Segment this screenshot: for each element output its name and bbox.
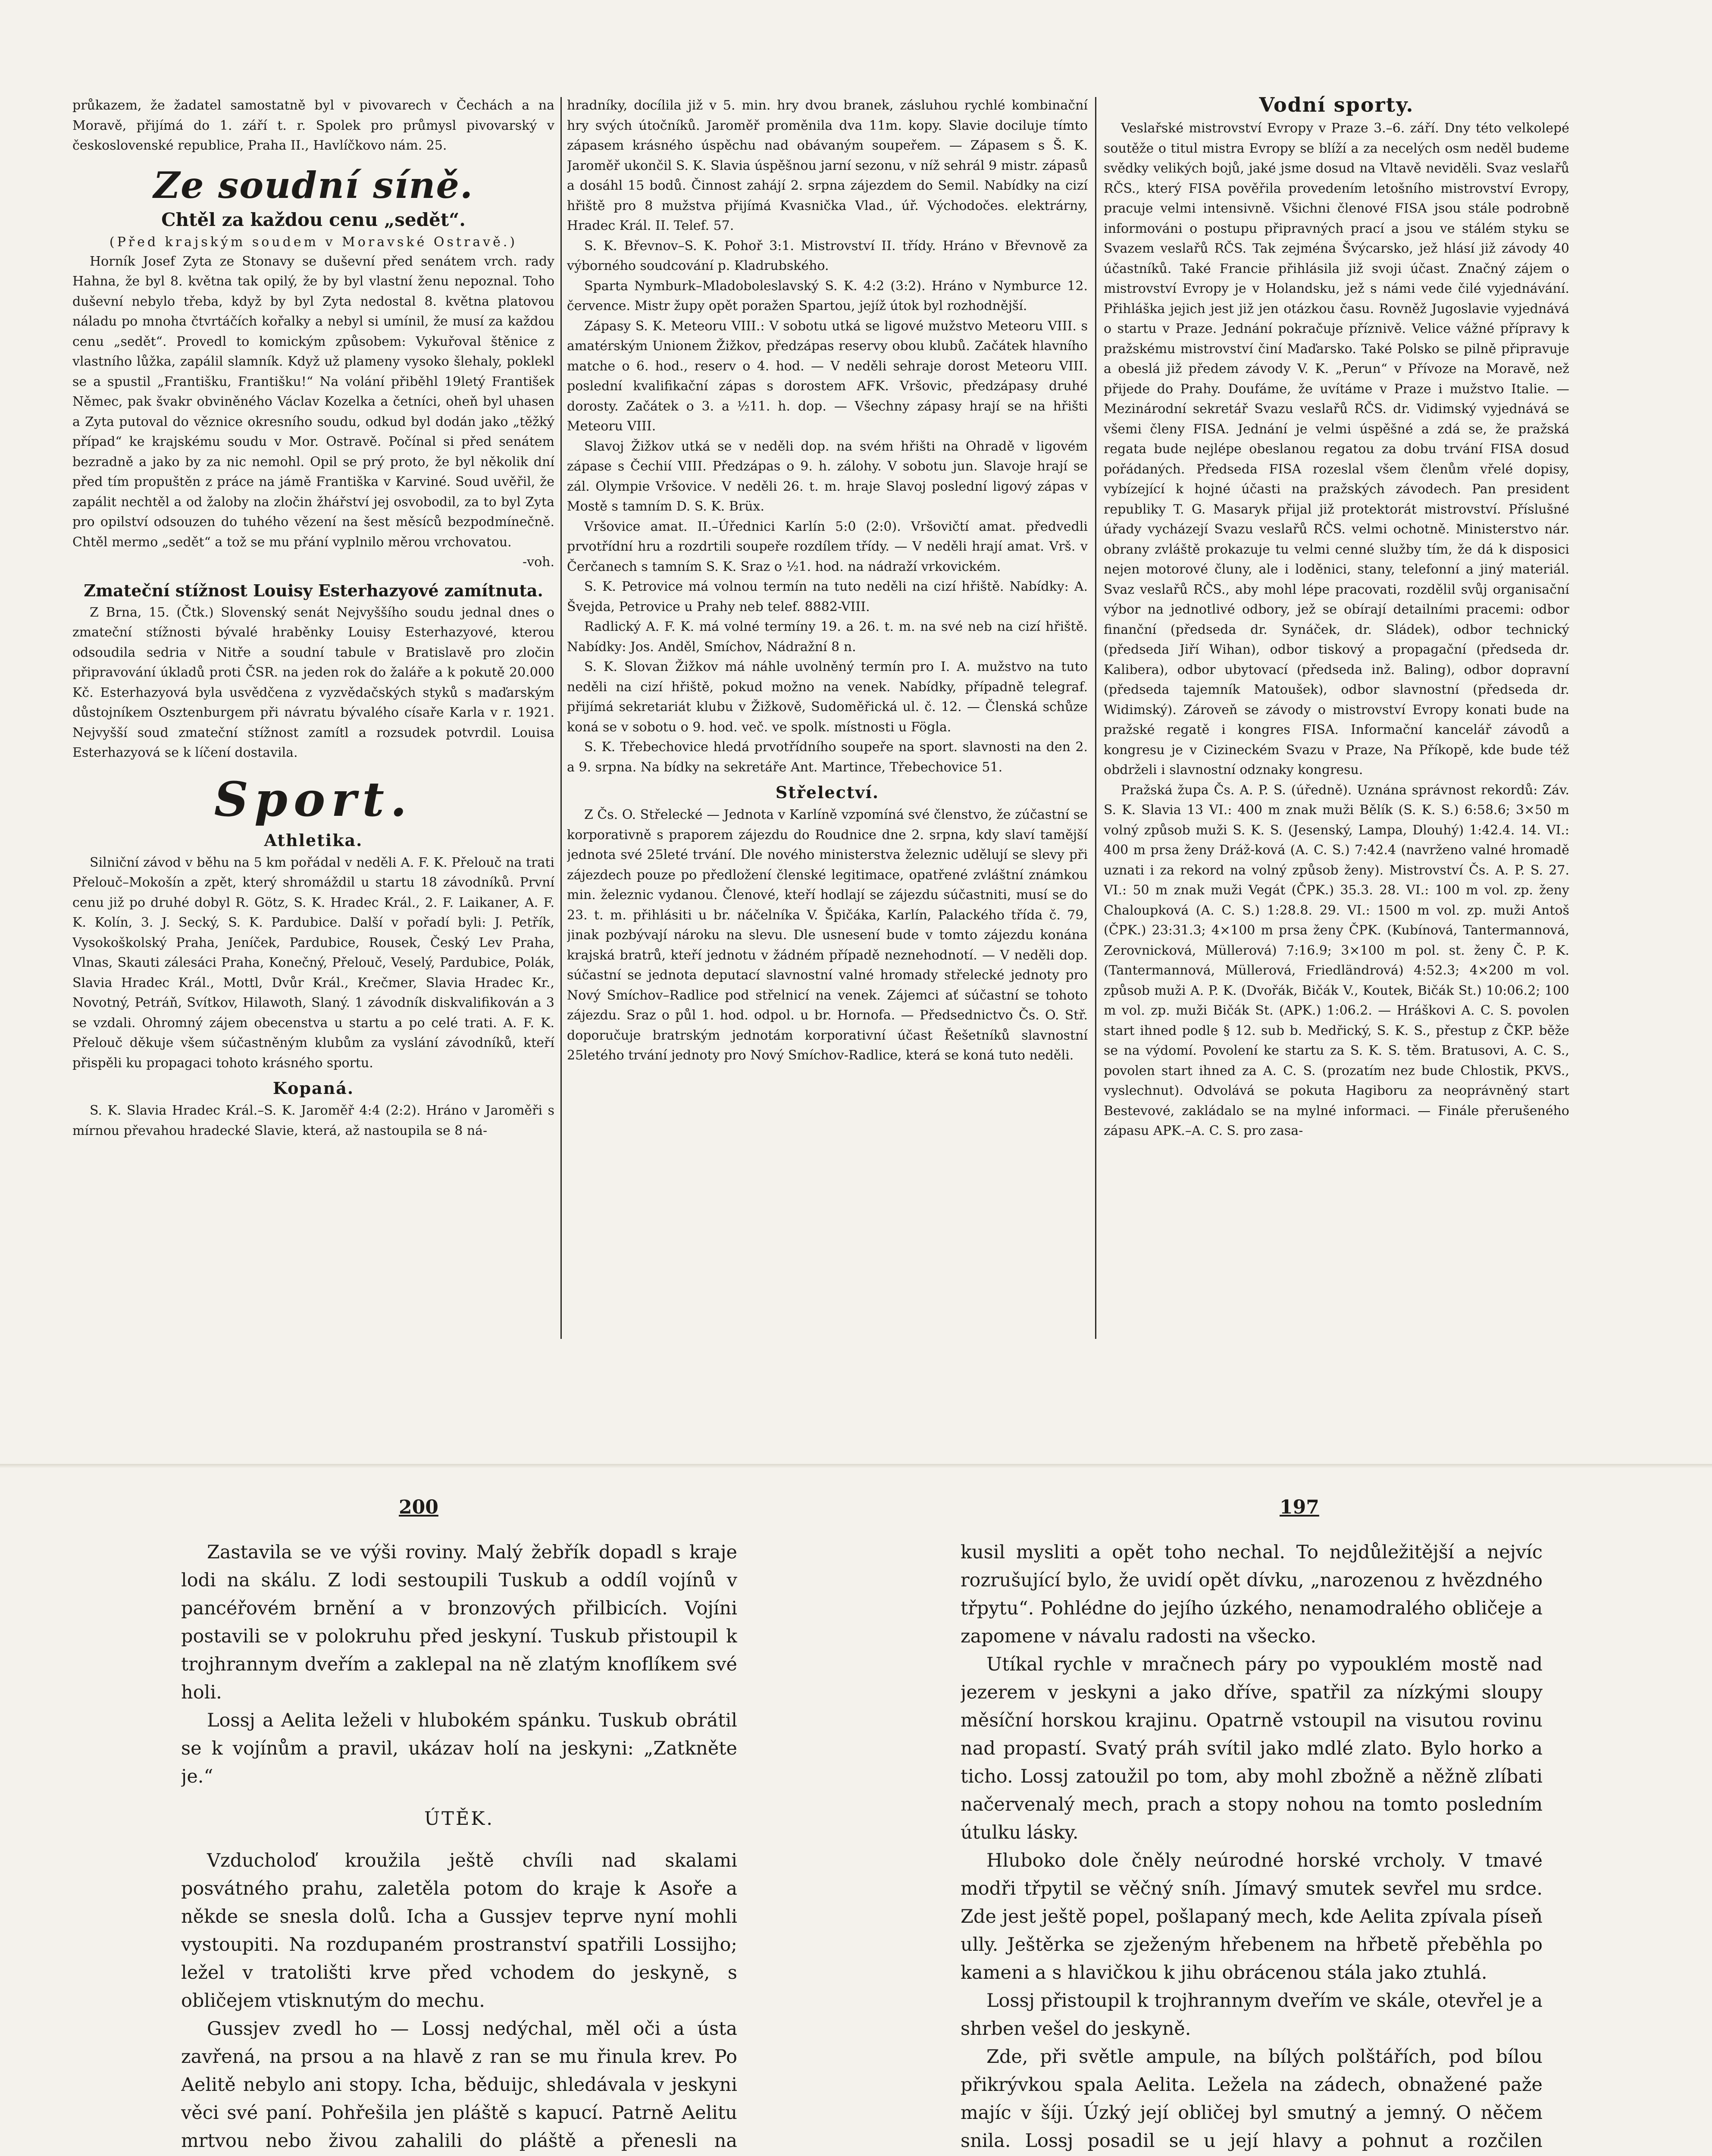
slavoj-report: Slavoj Žižkov utká se v neděli dop. na svém hřišti na Ohradě v ligovém zápase s Čechií VIII. Předzápas o 9. h. zálohy. V sobotu jun. Slavoje hrají se zál. Olympie Vršovice. V neděli 26. t. m. hraje Slavoj poslední ligový zápas v Mostě s tamním D. S. K. Brüx. [567,439,1088,514]
section-sport-heading: Sport. [214,771,413,827]
book-right-paragraph-1: kusil mysliti a opět toho nechal. To nejdůležitější a nejvíc rozrušující bylo, že uvidí opět dívku, „narozenou z hvězdného třpytu“. Pohlédne do jejího úzkého, nenamodralého obličeje a zapomene v návalu radosti na všecko. [961,1542,1543,1647]
trebechovice-notice: S. K. Třebechovice hledá prvotřídního soupeře na sport. slavnosti na den 2. a 9. srpna. Na bídky na sekretáře Ant. Martince, Třebechovice 51. [567,740,1088,775]
book-left-paragraph-3: Vzducholoď kroužila ještě chvíli nad skalami posvátného prahu, zaletěla potom do kraje k Asoře a někde se snesla dolů. Icha a Gussjev teprve nyní mohli vystoupiti. Na rozdupaném prostranství spatřili Lossijho; ležel v tratolišti krve před vchodem do jeskyně, s obličejem vtisknutým do mechu. [181,1850,737,2012]
book-left-paragraph-2: Lossj a Aelita leželi v hlubokém spánku. Tuskub obrátil se k vojínům a pravil, ukázav holí na jeskyni: „Zatkněte je.“ [181,1710,737,1787]
water-sports-heading: Vodní sporty. [1259,93,1414,116]
book-right-paragraph-3: Hluboko dole čněly neúrodné horské vrcholy. V tmavé modři třpytil se věčný sníh. Jímavý smutek sevřel mu srdce. Zde jest ještě popel, pošlapaný mech, kde Aelita zpívala píseň ully. Ještěrka se zježeným hřebenem na hřbetě přeběhla po kameni a s hlavičkou k jihu obrácenou stála jako ztuhlá. [961,1850,1543,1984]
news-column-2 [567,96,1088,1342]
book-right-paragraph-2: Utíkal rychle v mračnech páry po vypouklém mostě nad jezerem v jeskyni a jako dříve, spatřil za nízkými sloupy měsíční horskou krajinu. Opatrně vstoupil na visutou rovinu nad propastí. Svatý práh svítil jako mdlé zlato. Bylo horko a ticho. Lossj zatoužil po tom, aby mohl zbožně a něžně zlíbati načervenalý mech, prach a stopy nohou na tomto posledním útulku lásky. [961,1654,1543,1843]
shooting-heading: Střelectví. [775,783,879,802]
court-signature: -voh. [522,555,554,570]
left-page-number: 200 [399,1496,438,1518]
right-page-number: 197 [1280,1496,1319,1518]
section-court-heading: Ze soudní síně. [153,163,474,207]
athletics-heading: Athletika. [264,830,363,850]
swimming-records: Pražská župa Čs. A. P. S. (úředně). Uznána správnost rekordů: Záv. S. K. Slavia 13 VI.: 400 m znak muži Bělík (S. K. S.) 6:58.6; 3×50 m volný způsob muži S. K. S. (Jesenský, Lampa, Dlouhý) 1:42.4. 14. VI.: 400 m prsa ženy Dráž-ková (A. C. S.) 7:42.4 (navrženo valné hromadě uznati i za rekord na volný způsob ženy). Mistrovství Čs. A. P. S. 27. VI.: 50 m znak muži Vegát (ČPK.) 35.3. 28. VI.: 100 m vol. zp. ženy Chaloupková (A. C. S.) 1:28.8. 29. VI.: 1500 m vol. zp. muži Antoš (ČPK.) 23:31.3; 4×100 m prsa ženy ČPK. (Kubínová, Tantermannová, Zerovnicková, Müllerová) 7:16.9; 3×100 m pol. st. ženy Č. P. K. (Tantermannová, Müllerová, Friedländrová) 4:52.3; 4×200 m vol. způsob muži A. P. K. (Dvořák, Bičák V., Koutek, Bičák St.) 10:06.2; 100 m vol. zp. muži Bičák St. (APK.) 1:06.2. — Hráškovi A. C. S. povolen start ihned podle § 12. sub b. Medřický, S. K. S., přestup z ČKP. běže se na výdomí. Povolení ke startu za S. K. S. těm. Bratusovi, A. C. S., povolen start ihned za A. C. S. (prozatím nez bude Chlostik, PKVS., vyslechnut). Odvolává se pokuta Hagiboru za neoprávněný start Bestevové, zakládalo se na mylné informaci. — Finále přerušeného zápasu APK.–A. C. S. pro zasa- [1104,782,1569,1138]
chapter-title: ÚTĚK. [424,1808,495,1830]
news-column-1 [72,96,554,1342]
intro-paragraph: průkazem, že žadatel samostatně byl v pivovarech v Čechách a na Moravě, přijímá do 1. září t. r. Spolek pro průmysl pivovarský v československé republice, Praha II., Havlíčkovo nám. 25. [72,98,554,153]
news-column-3 [1104,93,1569,1342]
meteor-report: Zápasy S. K. Meteoru VIII.: V sobotu utká se ligové mužstvo Meteoru VIII. s amatérským Unionem Žižkov, předzápas reservy obou klubů. Začátek hlavního matche o 6. hod., reserv o 4. hod. — V neděli sehraje dorost Meteoru VIII. poslední kvalifikační zápas s dorostem AFK. Vršovic, předzápasy druhé dorosty. Začátek o 3. a ½11. h. dop. — Všechny zápasy hrají se na hřišti Meteoru VIII. [567,318,1088,434]
vrsovice-report: Vršovice amat. II.–Úřednici Karlín 5:0 (2:0). Vršovičtí amat. předvedli prvotřídní hru a rozdrtili soupeře rozdílem třídy. — V neděli hrají amat. Vrš. v Čerčanech s tamním S. K. Sraz o ½1. hod. na nádraží vrkovickém. [567,519,1088,574]
shooting-article: Z Čs. O. Střelecké — Jednota v Karlíně vzpomíná své členstvo, že zúčastní se korporativně s praporem zájezdu do Roudnice dne 2. srpna, kdy slaví tamější jednota své 25leté trvání. Dle nového ministerstva železnic udělují se slevy při zájezdech pouze po předložení členské legitimace, opatřené zvláštní známkou min. železnic vydanou. Členové, kteří hodlají se zájezdu súčastniti, musí se do 23. t. m. přihlásiti u br. náčelníka V. Špičáka, Karlín, Palackého třída č. 79, jinak pozbývají nároku na slevu. Dle usnesení bude v tomto zájezdu konána krajská bratrů, kteří jednotu v žádném případě neznehodnotí. — V neděli dop. súčastní se jednota deputací slavnostní valné hromady střelecké jednoty pro Nový Smíchov–Radlice pod střelnicí na venek. Zájemci ať súčastní se tohoto zájezdu. Sraz o půl 1. hod. odpol. u br. Hornofa. — Předsednictvo Čs. O. Stř. doporučuje bratrským jednotám korporativní účast Řešetníků slavnostní 25letého trvání jednoty pro Nový Smíchov-Radlice, která se koná tuto neděli. [567,807,1088,1063]
radlicky-notice: Radlický A. F. K. má volné termíny 19. a 26. t. m. na své neb na cizí hřiště. Nabídky: Jos. Anděl, Smíchov, Nádražní 8 n. [567,619,1088,655]
water-sports-article: Veslařské mistrovství Evropy v Praze 3.–6. září. Dny této velkolepé soutěže o titul mistra Evropy se blíží a za necelých osm neděl budeme svědky velikých bojů, jaké jsme dosud na Vltavě neviděli. Svaz veslařů RČS., který FISA pověřila provedením letošního mistrovství Evropy, pracuje velmi intensivně. Všichni členové FISA jsou stále podrobně informováni o postupu připravných prací a jsou ve stálém styku se Svazem veslařů RČS. Tak zejména Švýcarsko, jež hlásí již závody 40 účastníků. Také Francie přihlásila již svoji účast. Značný zájem o mistrovství Evropy je v Holandsku, jež s námi vede čilé vyjednávání. Přihláška jejich jest již jen otázkou času. Rovněž Jugoslavie vyjednává o startu v Praze. Jednání pokračuje příznivě. Velice vážné přípravy k pražskému mistrovství činí Maďarsko. Také Polsko se pilně připravuje a obeslá již předem závody V. K. „Perun“ v Přívoze na Moravě, než přijede do Prahy. Doufáme, že uvítáme v Praze i mužstvo Italie. — Mezinárodní sekretář Svazu veslařů RČS. dr. Vidimský vyjednává se všemi členy FISA. Jednání je velmi úspěšné a zdá se, že pražská regata bude nejlépe obeslanou regatou za dobu trvání FISA dosud pořádaných. Předseda FISA rozeslal všem členům vřelé dopisy, vybízející k hojné účasti na pražských závodech. Pan president republiky T. G. Masaryk přijal již protektorát mistrovství. Příslušné úřady vycházejí Svazu veslařů RČS. velmi ochotně. Ministerstvo nár. obrany zvláště prokazuje tu velmi cenné služby tím, že dá k disposici nejen motorové čluny, ale i loděnici, stany, telefonní a jiný materiál. Svaz veslařů RČS., aby mohl lépe pracovati, rozdělil svůj organisační výbor na jednotlivé odbory, jež se obírají detailními pracemi: odbor finanční (předseda dr. Synáček, dr. Sládek), odbor technický (předseda Jiří Wihan), odbor tiskový a propagační (předseda dr. Kalibera), odbor ubytovací (předseda inž. Baling), odbor dopravní (předseda tajemník Matoušek), odbor slavnostní (předseda dr. Widimský). Zároveň se závody o mistrovství Evropy konati bude na pražské regatě i kongres FISA. Informační kancelář závodů a kongresu je v Cizineckém Svazu v Praze, Na Příkopě, kde bude též obdrželi i slavnostní odznaky kongresu. [1104,121,1569,777]
athletics-article: Silniční závod v běhu na 5 km pořádal v neděli A. F. K. Přelouč na trati Přelouč–Mokošín a zpět, který shromáždil u startu 18 závodníků. První cenu již po druhé dobyl R. Götz, S. K. Hradec Král., 2. F. Laikaner, A. F. K. Kolín, 3. J. Secký, S. K. Pardubice. Další v pořadí byli: J. Petřík, Vysokoškolský Praha, Jeníček, Pardubice, Rousek, Český Lev Praha, Vlnas, Skauti zálesáci Praha, Konečný, Přelouč, Veselý, Pardubice, Polák, Slavia Hradec Král., Mottl, Dvůr Král., Krečmer, Slavia Hradec Kr., Novotný, Petráň, Svítkov, Hilawoth, Slaný. 1 závodník diskvalifikován a 3 se vzdali. Ohromný zájem obecenstva u startu a po celé trati. A. F. K. Přelouč děkuje všem súčastněným klubům za vyslání závodníků, kteří přispěli ku propagaci tohoto krásného sportu. [72,855,554,1071]
column-divider-2 [1095,97,1096,1339]
book-left-page [181,1539,737,2156]
football-continued: hradníky, docílila již v 5. min. hry dvou branek, zásluhou rychlé kombinační hry svých útočníků. Jaroměř proměnila dva 11m. kopy. Slavie dociluje tímto zápasem krásného úspěchu nad obávaným soupeřem. — Zápasem s Š. K. Jaroměř ukončil S. K. Slavia úspěšnou jarní sezonu, v níž sehrál 9 mistr. zápasů a dosáhl 15 bodů. Činnost zahájí 2. srpna zájezdem do Semil. Nabídky na cizí hřiště pro 8 mužstva přijímá Kvasnička Vlad., úř. Východočes. elektrárny, Hradec Král. II. Telef. 57. [567,98,1088,233]
football-heading: Kopaná. [272,1078,354,1098]
book-right-page [961,1539,1543,2156]
column-divider-1 [560,97,562,1339]
book-left-paragraph-4: Gussjev zvedl ho — Lossj nedýchal, měl oči a ústa zavřená, na prsou a na hlavě z ran se mu řinula krev. Po Aelitě nebylo ani stopy. Icha, běduijc, shledávala v jeskyni věci své paní. Pohřešila jen pláště s kapucí. Patrně Aelitu mrtvou nebo živou zahalili do pláště a přenesli na [181,2018,737,2152]
page-fold [0,1464,1712,1468]
court-title: Chtěl za každou cenu „sedět“. [161,209,466,230]
slovan-notice: S. K. Slovan Žižkov má náhle uvolněný termín pro I. A. mužstvo na tuto neděli na cizí hřiště, pokud možno na venek. Nabídky, případně telegraf. přijímá sekretariát klubu v Žižkově, Sudoměřická ul. č. 12. — Členská schůze koná se v sobotu o 9. hod. več. ve spolk. místnosti u Fögla. [567,659,1088,735]
complaint-article: Z Brna, 15. (Čtk.) Slovenský senát Nejvyššího soudu jednal dnes o zmateční stížnosti bývalé hraběnky Louisy Esterhazyové, kterou odsoudila sedria v Nitře a soudní tabule v Bratislavě pro zločin připravování úkladů proti ČSR. na jeden rok do žaláře a k pokutě 20.000 Kč. Esterhazyová byla usvědčena z vyzvědačských styků s maďarským důstojníkem Osztenburgem při návratu bývalého císaře Karla v r. 1921. Nejvyšší soud zmateční stížnost zamítl a rozsudek potvrdil. Louisa Esterhazyová se k líčení dostavila. [72,605,554,760]
brevnov-report: S. K. Břevnov–S. K. Pohoř 3:1. Mistrovství II. třídy. Hráno v Břevnově za výborného soudcování p. Kladrubského. [567,238,1088,273]
book-right-paragraph-5: Zde, při světle ampule, na bílých polštářích, pod bílou přikrývkou spala Aelita. Ležela na zádech, obnažené paže majíc v šíji. Úzký její obličej byl smutný a jemný. O něčem snila. Lossj posadil se u její hlavy a pohnut a rozčilen [961,2046,1543,2152]
football-article: S. K. Slavia Hradec Král.–S. K. Jaroměř 4:4 (2:2). Hráno v Jaroměři s mírnou převahou hradecké Slavie, která, až nastoupila se 8 ná- [72,1103,554,1138]
complaint-title: Zmateční stížnost Louisy Esterhazyové zamítnuta. [84,580,543,600]
court-subtitle: (Před krajským soudem v Moravské Ostravě.) [109,234,518,250]
court-article: Horník Josef Zyta ze Stonavy se duševní před senátem vrch. rady Hahna, že byl 8. května tak opilý, že by byl vlastní ženu nepoznal. Toho duševní nebylo třeba, když by byl Zyta nedostal 8. května platovou náladu po mnoha čtvrtáčích kořalky a nebyl si umínil, že musí za každou cenu „sedět“. Provedl to komickým způsobem: Vykuřoval štěnice z vlastního lůžka, zapálil slamník. Když už plameny vysoko šlehaly, poklekl se a spustil „Františku, Františku!“ Na volání přiběhl 19letý František Němec, pak švakr obviněného Václav Kozelka a četníci, oheň byl uhasen a Zyta putoval do věznice okresního soudu, odkud byl dodán jako „těžký případ“ ke krajskému soudu v Mor. Ostravě. Počínal si před senátem bezradně a jako by za nic nemohl. Opil se prý proto, že byl několik dní před tím propuštěn z práce na jámě Františka v Karviné. Soud uvěřil, že zapálit nechtěl a od žaloby na zločin žhářství jej osvobodil, za to byl Zyta pro opilství odsouzen do tuhého vězení na šest měsíců bezpodmínečně. Chtěl mermo „sedět“ a tož se mu přání vyplnilo měrou vrchovatou. [72,254,554,550]
book-right-paragraph-4: Lossj přistoupil k trojhrannym dveřím ve skále, otevřel je a shrben vešel do jeskyně. [961,1990,1543,2040]
book-left-paragraph-1: Zastavila se ve výši roviny. Malý žebřík dopadl s kraje lodi na skálu. Z lodi sestoupili Tuskub a oddíl vojínů v pancéřovém brnění a v bronzových přilbicích. Vojíni postavili se v polokruhu před jeskyní. Tuskub přistoupil k trojhrannym dveřím a zaklepal na ně zlatým knoflíkem své holi. [181,1542,737,1703]
nymburk-report: Sparta Nymburk–Mladoboleslavský S. K. 4:2 (3:2). Hráno v Nymburce 12. července. Mistr župy opět poražen Spartou, jejíž útok byl rozhodnější. [567,278,1088,313]
petrovice-notice: S. K. Petrovice má volnou termín na tuto neděli na cizí hřiště. Nabídky: A. Švejda, Petrovice u Prahy neb telef. 8882-VIII. [567,579,1088,614]
